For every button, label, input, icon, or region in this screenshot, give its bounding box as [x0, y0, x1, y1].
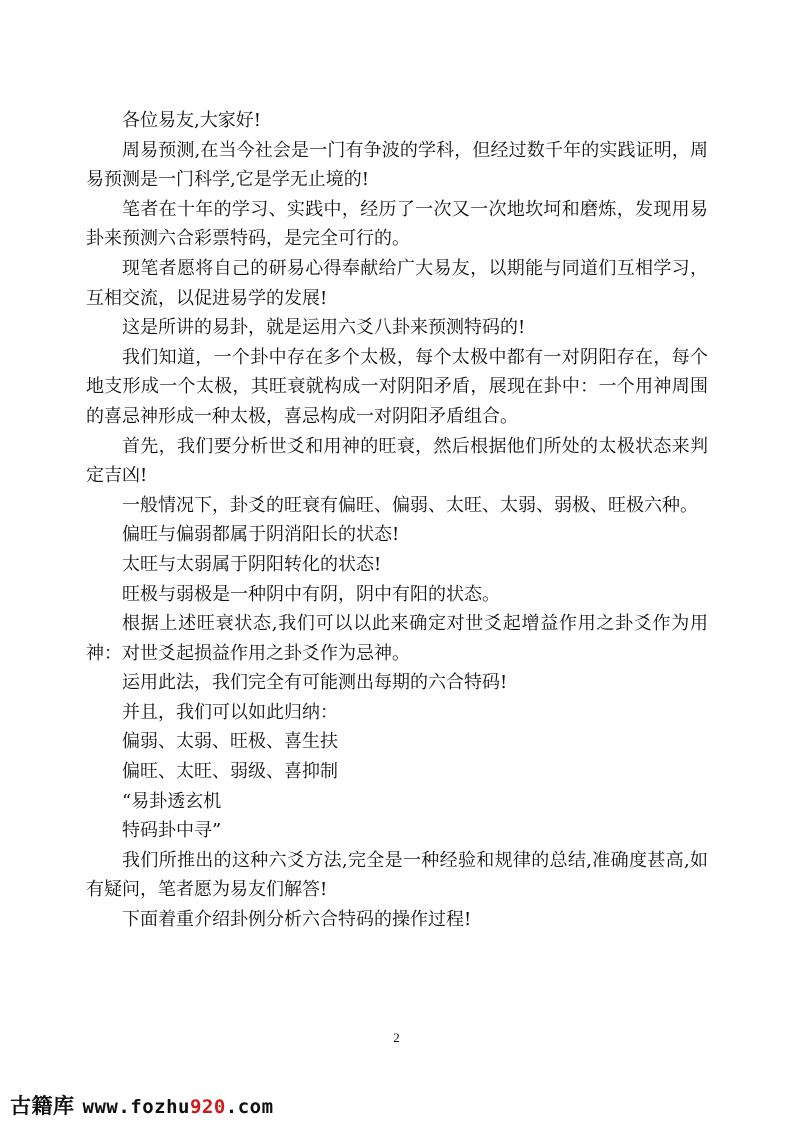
url-prefix: www.fozhu	[82, 1096, 190, 1118]
paragraph: 下面着重介绍卦例分析六合特码的操作过程!	[122, 909, 472, 931]
paragraph: “易卦透玄机	[122, 790, 222, 812]
paragraph: 各位易友,大家好!	[122, 110, 261, 131]
paragraph: 这是所讲的易卦，就是运用六爻八卦来预测特码的!	[122, 317, 526, 339]
paragraph: 笔者在十年的学习、实践中，经历了一次又一次地坎坷和磨炼，发现用易卦来预测六合彩票特码，是完全可行的。	[86, 198, 708, 250]
paragraph: 偏弱、太弱、旺极、喜生扶	[122, 731, 338, 753]
url-accent: 920	[189, 1096, 226, 1118]
footer-watermark	[10, 1090, 274, 1120]
paragraph: 特码卦中寻”	[122, 820, 222, 842]
document-body	[86, 106, 708, 935]
paragraph: 我们所推出的这种六爻方法,完全是一种经验和规律的总结,准确度甚高,如有疑问，笔者愿为易友们解答!	[86, 849, 708, 901]
paragraph: 现笔者愿将自己的研易心得奉献给广大易友，以期能与同道们互相学习，互相交流，以促进易学的发展!	[86, 257, 708, 309]
paragraph: 首先，我们要分析世爻和用神的旺衰，然后根据他们所处的太极状态来判定吉凶!	[86, 435, 708, 487]
url-suffix: .com	[225, 1096, 274, 1118]
paragraph: 运用此法，我们完全有可能测出每期的六合特码!	[122, 672, 508, 694]
paragraph: 太旺与太弱属于阴阳转化的状态!	[122, 553, 382, 575]
paragraph: 偏旺、太旺、弱级、喜抑制	[122, 761, 338, 783]
paragraph: 并且，我们可以如此归纳：	[122, 701, 338, 723]
paragraph: 周易预测,在当今社会是一门有争波的学科，但经过数千年的实践证明，周易预测是一门科学,它是学无止境的!	[86, 139, 708, 191]
paragraph: 我们知道，一个卦中存在多个太极，每个太极中都有一对阴阳存在，每个地支形成一个太极，其旺衰就构成一对阴阳矛盾，展现在卦中：一个用神周围的喜忌神形成一种太极，喜忌构成一对阴阳矛盾组合。	[86, 346, 708, 427]
site-url[interactable]	[83, 1096, 274, 1118]
paragraph: 一般情况下，卦爻的旺衰有偏旺、偏弱、太旺、太弱、弱极、旺极六种。	[122, 494, 698, 516]
paragraph: 根据上述旺衰状态,我们可以以此来确定对世爻起增益作用之卦爻作为用神：对世爻起损益作用之卦爻作为忌神。	[86, 613, 708, 664]
paragraph: 旺极与弱极是一种阴中有阴，阴中有阳的状态。	[122, 583, 500, 605]
paragraph: 偏旺与偏弱都属于阴消阳长的状态!	[122, 524, 400, 546]
site-name: 古籍库	[10, 1094, 75, 1118]
page-number: 2	[393, 1030, 400, 1045]
